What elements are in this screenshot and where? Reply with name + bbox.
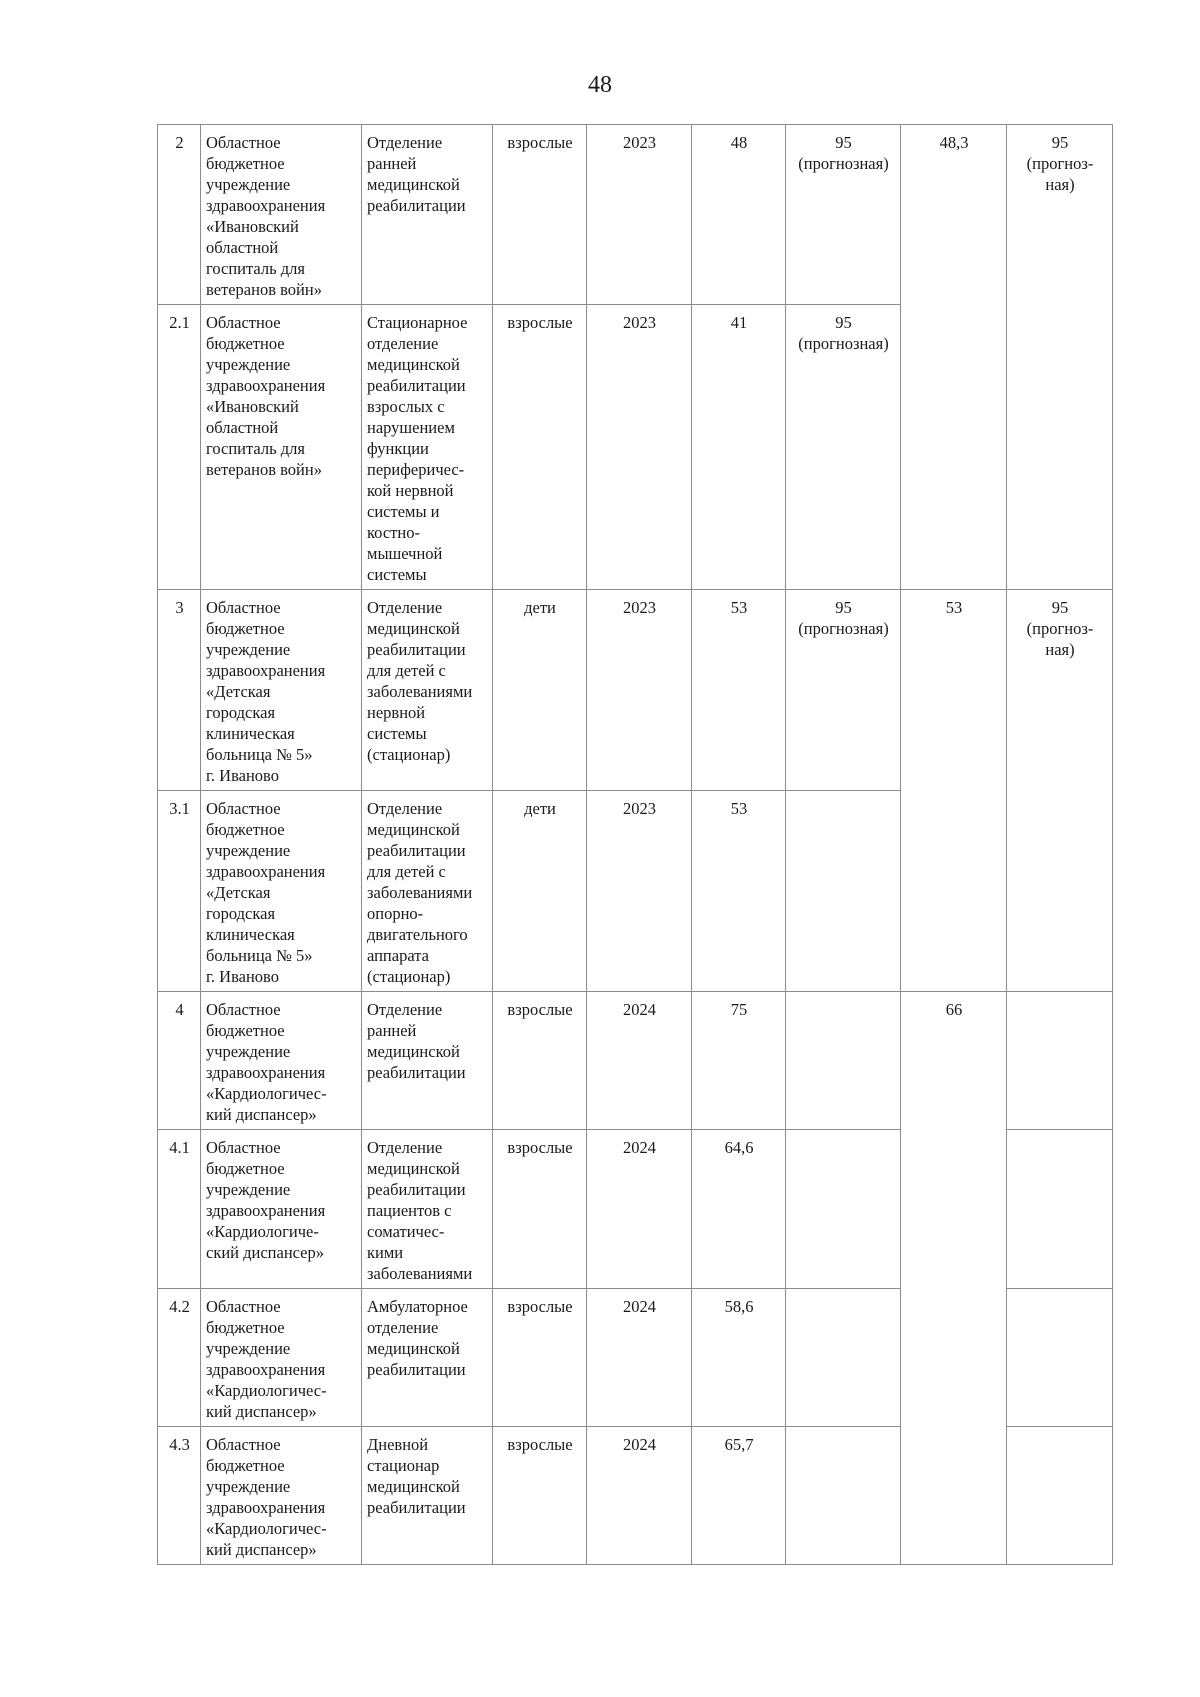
table-row bbox=[158, 992, 1113, 1130]
department-cell: Отделение ранней медицинской реабилитации bbox=[362, 125, 493, 305]
summary-value-cell: 66 bbox=[901, 992, 1007, 1565]
year-cell: 2024 bbox=[587, 1289, 692, 1427]
target-value-cell bbox=[786, 1130, 901, 1289]
year-cell: 2024 bbox=[587, 1130, 692, 1289]
row-number: 4.2 bbox=[158, 1289, 201, 1427]
department-cell: Амбулаторное отделение медицинской реабилитации bbox=[362, 1289, 493, 1427]
target-value-cell bbox=[786, 1427, 901, 1565]
table-row bbox=[158, 590, 1113, 791]
age-group-cell: взрослые bbox=[493, 305, 587, 590]
row-number: 3.1 bbox=[158, 791, 201, 992]
age-group-cell: дети bbox=[493, 791, 587, 992]
target-value-cell bbox=[786, 791, 901, 992]
row-number: 4.3 bbox=[158, 1427, 201, 1565]
age-group-cell: взрослые bbox=[493, 125, 587, 305]
value-cell: 65,7 bbox=[692, 1427, 786, 1565]
summary-target-cell bbox=[1007, 1427, 1113, 1565]
year-cell: 2023 bbox=[587, 590, 692, 791]
value-cell: 48 bbox=[692, 125, 786, 305]
value-cell: 58,6 bbox=[692, 1289, 786, 1427]
row-number: 2 bbox=[158, 125, 201, 305]
organization-cell: Областное бюджетное учреждение здравоохранения «Ивановский областной госпиталь для ветеранов войн» bbox=[201, 305, 362, 590]
year-cell: 2023 bbox=[587, 125, 692, 305]
department-cell: Отделение медицинской реабилитации для детей с заболеваниями нервной системы (стационар) bbox=[362, 590, 493, 791]
age-group-cell: взрослые bbox=[493, 1427, 587, 1565]
organization-cell: Областное бюджетное учреждение здравоохранения «Кардиологичес- кий диспансер» bbox=[201, 1289, 362, 1427]
summary-target-cell bbox=[1007, 992, 1113, 1130]
age-group-cell: взрослые bbox=[493, 992, 587, 1130]
department-cell: Отделение медицинской реабилитации пациентов с соматичес- кими заболеваниями bbox=[362, 1130, 493, 1289]
row-number: 4.1 bbox=[158, 1130, 201, 1289]
organization-cell: Областное бюджетное учреждение здравоохранения «Ивановский областной госпиталь для ветеранов войн» bbox=[201, 125, 362, 305]
organization-cell: Областное бюджетное учреждение здравоохранения «Детская городская клиническая больница № 5» г. Иваново bbox=[201, 791, 362, 992]
value-cell: 75 bbox=[692, 992, 786, 1130]
row-number: 3 bbox=[158, 590, 201, 791]
page-number: 48 bbox=[588, 72, 612, 98]
organization-cell: Областное бюджетное учреждение здравоохранения «Детская городская клиническая больница № 5» г. Иваново bbox=[201, 590, 362, 791]
department-cell: Отделение ранней медицинской реабилитации bbox=[362, 992, 493, 1130]
row-number: 2.1 bbox=[158, 305, 201, 590]
organization-cell: Областное бюджетное учреждение здравоохранения «Кардиологичес- кий диспансер» bbox=[201, 992, 362, 1130]
value-cell: 53 bbox=[692, 590, 786, 791]
year-cell: 2023 bbox=[587, 305, 692, 590]
year-cell: 2023 bbox=[587, 791, 692, 992]
age-group-cell: взрослые bbox=[493, 1130, 587, 1289]
summary-target-cell bbox=[1007, 1289, 1113, 1427]
organization-cell: Областное бюджетное учреждение здравоохранения «Кардиологичес- кий диспансер» bbox=[201, 1427, 362, 1565]
target-value-cell bbox=[786, 1289, 901, 1427]
summary-value-cell: 48,3 bbox=[901, 125, 1007, 590]
rehabilitation-table bbox=[157, 124, 1113, 1565]
department-cell: Отделение медицинской реабилитации для детей с заболеваниями опорно- двигательного аппарата (стационар) bbox=[362, 791, 493, 992]
target-value-cell: 95 (прогнозная) bbox=[786, 125, 901, 305]
target-value-cell bbox=[786, 992, 901, 1130]
target-value-cell: 95 (прогнозная) bbox=[786, 305, 901, 590]
row-number: 4 bbox=[158, 992, 201, 1130]
department-cell: Дневной стационар медицинской реабилитации bbox=[362, 1427, 493, 1565]
target-value-cell: 95 (прогнозная) bbox=[786, 590, 901, 791]
value-cell: 53 bbox=[692, 791, 786, 992]
table-row bbox=[158, 125, 1113, 305]
summary-target-cell bbox=[1007, 1130, 1113, 1289]
year-cell: 2024 bbox=[587, 992, 692, 1130]
age-group-cell: взрослые bbox=[493, 1289, 587, 1427]
summary-target-cell: 95 (прогноз- ная) bbox=[1007, 590, 1113, 992]
value-cell: 64,6 bbox=[692, 1130, 786, 1289]
organization-cell: Областное бюджетное учреждение здравоохранения «Кардиологиче- ский диспансер» bbox=[201, 1130, 362, 1289]
summary-value-cell: 53 bbox=[901, 590, 1007, 992]
department-cell: Стационарное отделение медицинской реабилитации взрослых с нарушением функции периферичес- кой нервной системы и костно- мышечной системы bbox=[362, 305, 493, 590]
value-cell: 41 bbox=[692, 305, 786, 590]
summary-target-cell: 95 (прогноз- ная) bbox=[1007, 125, 1113, 590]
year-cell: 2024 bbox=[587, 1427, 692, 1565]
age-group-cell: дети bbox=[493, 590, 587, 791]
